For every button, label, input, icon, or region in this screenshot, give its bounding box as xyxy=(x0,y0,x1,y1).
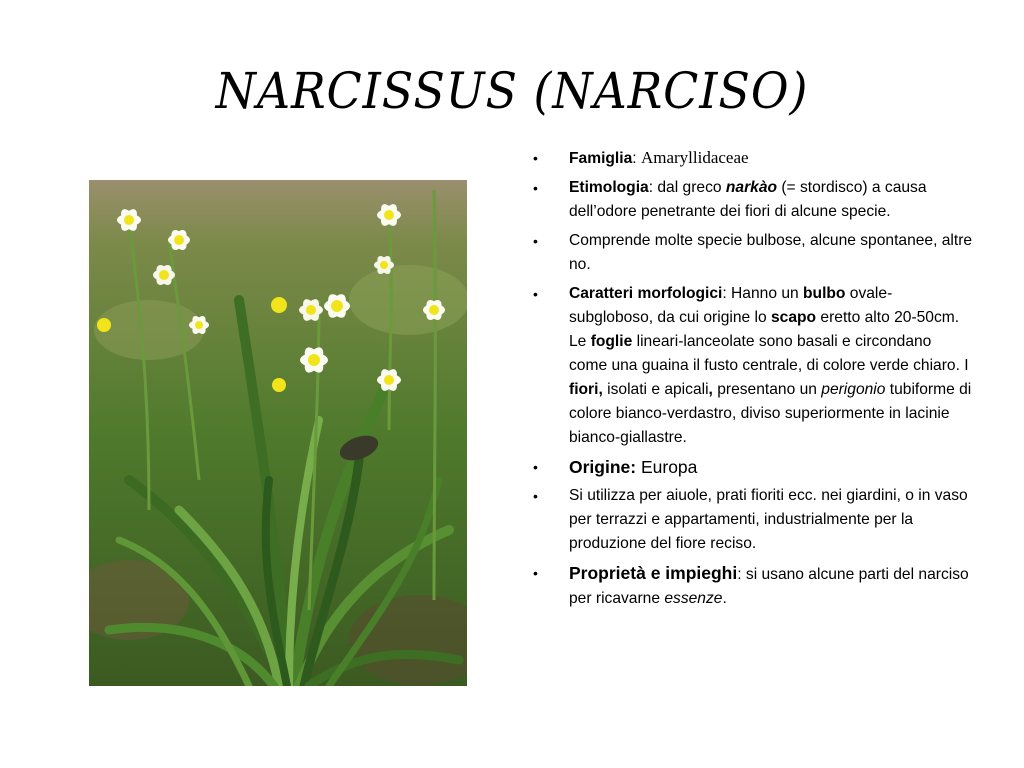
bullet-proprieta xyxy=(533,561,973,611)
origine-value: Europa xyxy=(636,457,698,477)
etimologia-word: narkào xyxy=(725,179,778,196)
bulbo-term: bulbo xyxy=(803,285,846,302)
slide-title: NARCISSUS (NARCISO) xyxy=(215,62,809,120)
proprieta-text: : si usano alcune parti del narciso per ricavarne xyxy=(569,566,969,607)
bullet-list xyxy=(533,146,973,616)
caratteri-text-3: eretto alto 20-50cm. Le xyxy=(569,309,960,350)
bullet-famiglia xyxy=(533,146,973,171)
caratteri-text-2: ovale-subgloboso, da cui origine lo xyxy=(569,285,893,326)
bullet-dot: • xyxy=(533,150,538,166)
etimologia-text-2: (= stordisco) a causa dell’odore penetrante dei fiori di alcune specie. xyxy=(569,179,927,220)
bullet-dot: • xyxy=(533,459,538,475)
bullet-dot: • xyxy=(533,233,538,249)
famiglia-label: Famiglia xyxy=(569,150,633,167)
etimologia-text: : dal greco xyxy=(648,179,726,196)
caratteri-text-5: isolati e apicali xyxy=(602,381,709,398)
bullet-dot: • xyxy=(533,286,538,302)
proprieta-period: . xyxy=(722,590,727,607)
etimologia-label: Etimologia xyxy=(569,179,649,196)
narcissus-photo xyxy=(89,180,467,686)
bullet-utilizzo xyxy=(533,484,973,556)
origine-label: Origine: xyxy=(569,457,637,477)
foglie-term: foglie xyxy=(590,333,633,350)
utilizzo-text: Si utilizza per aiuole, prati fioriti ecc. nei giardini, o in vaso per terrazzi e appartamenti, industrialmente per la produzione del fiore reciso. xyxy=(569,487,968,552)
caratteri-text-7: tubiforme di colore bianco-verdastro, diviso superiormente in lacinie bianco-giallastre. xyxy=(569,381,972,446)
caratteri-label: Caratteri morfologici xyxy=(569,285,723,302)
essenze-term: essenze xyxy=(664,590,723,607)
fiori-term: fiori, xyxy=(569,381,603,398)
comprende-text: Comprende molte specie bulbose, alcune spontanee, altre no. xyxy=(569,232,973,273)
narcissus-illustration xyxy=(89,180,467,686)
scapo-term: scapo xyxy=(771,309,817,326)
bullet-comprende xyxy=(533,229,973,277)
bullet-etimologia xyxy=(533,176,973,224)
caratteri-comma: , xyxy=(708,381,713,398)
caratteri-text-1: : Hanno un xyxy=(722,285,804,302)
perigonio-term: perigonio xyxy=(821,381,886,398)
bullet-dot: • xyxy=(533,565,538,581)
bullet-caratteri xyxy=(533,282,973,450)
proprieta-label: Proprietà e impieghi xyxy=(569,563,738,583)
famiglia-sep: : xyxy=(632,150,641,167)
famiglia-value: Amaryllidaceae xyxy=(640,148,749,167)
caratteri-text-4: lineari-lanceolate sono basali e circondano come una guaina il fusto centrale, di colore verde chiaro. I xyxy=(569,333,969,374)
caratteri-text-6: presentano un xyxy=(712,381,822,398)
bullet-origine xyxy=(533,455,973,479)
bullet-dot: • xyxy=(533,180,538,196)
bullet-dot: • xyxy=(533,488,538,504)
